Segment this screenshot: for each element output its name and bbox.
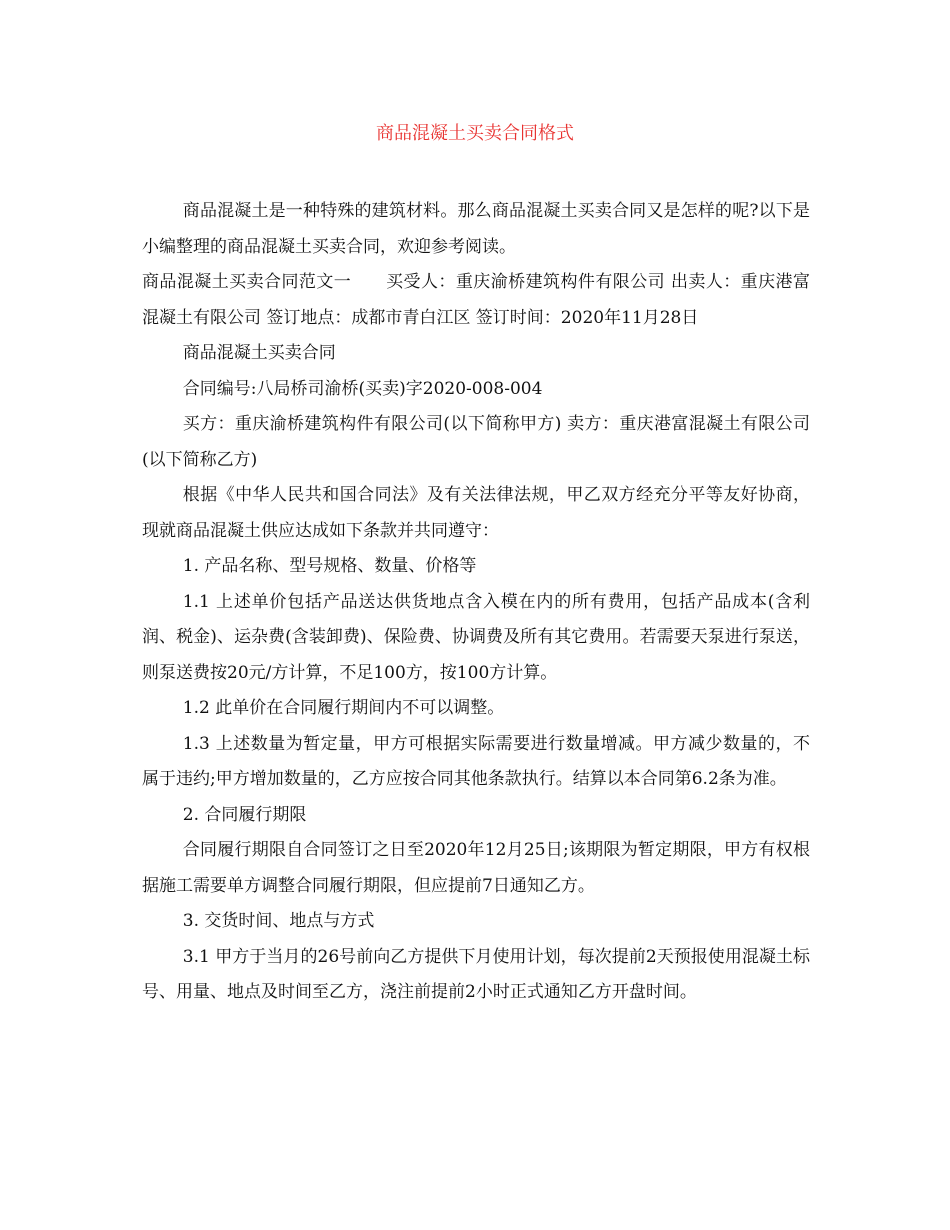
paragraph-contract-number: 合同编号:八局桥司渝桥(买卖)字2020-008-004 [182, 378, 543, 399]
section-heading-1: 1. 产品名称、型号规格、数量、价格等 [182, 556, 477, 576]
paragraph-intro: 商品混凝土是一种特殊的建筑材料。那么商品混凝土买卖合同又是怎样的呢?以下是小编整理的商品混凝土买卖合同，欢迎参考阅读。 [142, 201, 810, 257]
clause-3-1: 3.1 甲方于当月的26号前向乙方提供下月使用计划，每次提前2天预报使用混凝土标号、用量、地点及时间至乙方，浇注前提前2小时正式通知乙方开盘时间。 [142, 946, 810, 1002]
section-heading-2: 2. 合同履行期限 [182, 804, 307, 825]
document-title: 商品混凝土买卖合同格式 [376, 123, 574, 144]
section-heading-3: 3. 交货时间、地点与方式 [182, 911, 375, 931]
clause-1-1: 1.1 上述单价包括产品送达供货地点含入模在内的所有费用，包括产品成本(含利润、税金)、运杂费(含装卸费)、保险费、协调费及所有其它费用。若需要天泵进行泵送，则泵送费按20元/方计算，不足100方，按100方计算。 [142, 591, 810, 683]
paragraph-contract-title: 商品混凝土买卖合同 [182, 343, 336, 363]
paragraph-parties-header: 商品混凝土买卖合同范文一 买受人：重庆渝桥建筑构件有限公司 出卖人：重庆港富混凝土有限公司 签订地点：成都市青白江区 签订时间：2020年11月28日 [142, 272, 810, 328]
clause-2-body: 合同履行期限自合同签订之日至2020年12月25日;该期限为暂定期限，甲方有权根据施工需要单方调整合同履行期限，但应提前7日通知乙方。 [142, 840, 810, 896]
clause-1-3: 1.3 上述数量为暂定量，甲方可根据实际需要进行数量增减。甲方减少数量的，不属于违约;甲方增加数量的，乙方应按合同其他条款执行。结算以本合同第6.2条为准。 [142, 733, 810, 789]
paragraph-basis: 根据《中华人民共和国合同法》及有关法律法规，甲乙双方经充分平等友好协商，现就商品混凝土供应达成如下条款并共同遵守： [142, 485, 810, 541]
paragraph-buyer-seller: 买方：重庆渝桥建筑构件有限公司(以下简称甲方) 卖方：重庆港富混凝土有限公司(以下简称乙方) [142, 414, 810, 470]
clause-1-2: 1.2 此单价在合同履行期间内不可以调整。 [182, 698, 505, 718]
document-body [142, 194, 810, 1011]
